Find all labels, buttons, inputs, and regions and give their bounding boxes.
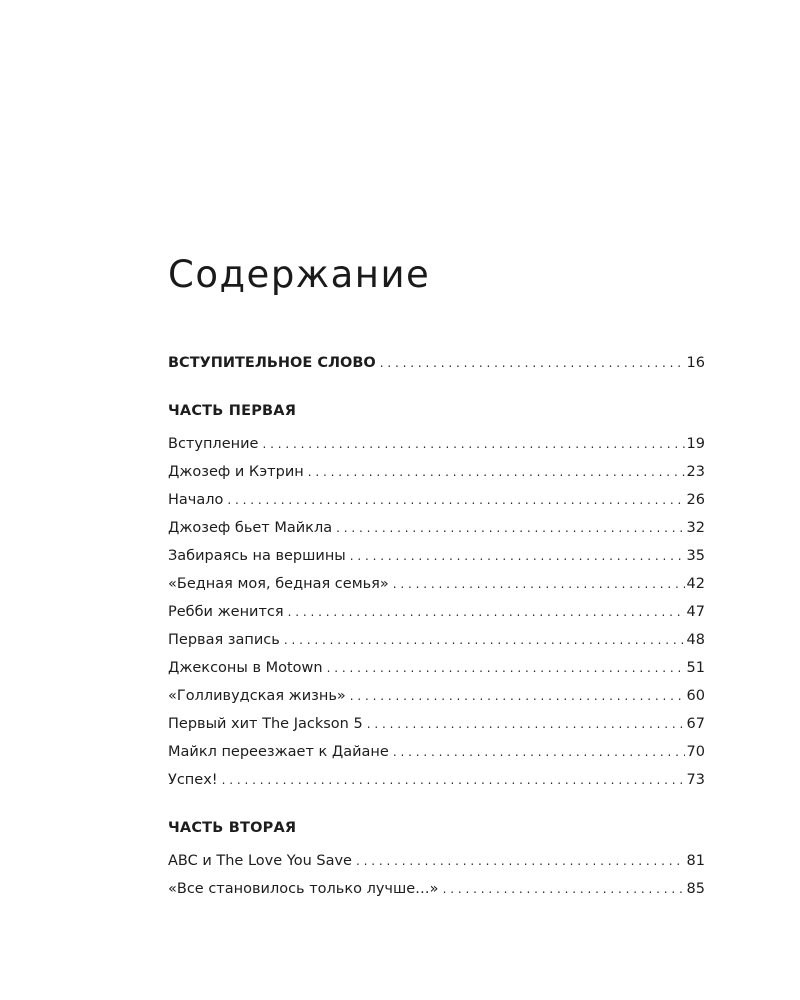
dot-leader <box>288 598 685 626</box>
toc-entry-page: 51 <box>686 660 705 676</box>
toc-entry-page: 19 <box>686 436 705 452</box>
dot-leader <box>222 766 685 794</box>
dot-leader <box>262 430 684 458</box>
dot-leader <box>356 847 685 875</box>
toc-entry-page: 85 <box>686 881 705 897</box>
toc-entry[interactable] <box>168 875 705 903</box>
toc-entry[interactable] <box>168 710 705 738</box>
toc-entry-page: 35 <box>686 548 705 564</box>
dot-leader <box>327 654 685 682</box>
toc-entry[interactable] <box>168 570 705 598</box>
dot-leader <box>336 514 684 542</box>
toc-entry-label: Первый хит The Jackson 5 <box>168 716 363 732</box>
toc-entry[interactable] <box>168 738 705 766</box>
toc-entry[interactable] <box>168 682 705 710</box>
toc-entry-label: ВСТУПИТЕЛЬНОЕ СЛОВО <box>168 355 376 371</box>
toc-entry[interactable] <box>168 542 705 570</box>
toc-entry[interactable] <box>168 654 705 682</box>
dot-leader <box>380 349 685 377</box>
toc-entry-page: 47 <box>686 604 705 620</box>
toc-entry-page: 81 <box>686 853 705 869</box>
toc-entry[interactable] <box>168 766 705 794</box>
toc-entry-label: ABC и The Love You Save <box>168 853 352 869</box>
table-of-contents <box>168 250 705 903</box>
toc-entry-label: Первая запись <box>168 632 280 648</box>
toc-entry[interactable] <box>168 486 705 514</box>
toc-entry-page: 73 <box>686 772 705 788</box>
toc-entry-page: 23 <box>686 464 705 480</box>
toc-entry-label: Начало <box>168 492 224 508</box>
toc-entry-label: Джозеф бьет Майкла <box>168 520 333 536</box>
toc-entry-page: 32 <box>686 520 705 536</box>
toc-entry-label: «Голливудская жизнь» <box>168 688 346 704</box>
page-title: Содержание <box>168 253 431 296</box>
dot-leader <box>393 570 685 598</box>
part-heading-1: ЧАСТЬ ПЕРВАЯ <box>168 403 297 419</box>
toc-entry-page: 67 <box>686 716 705 732</box>
toc-entry[interactable] <box>168 626 705 654</box>
toc-entry[interactable] <box>168 514 705 542</box>
toc-entry-page: 16 <box>686 355 705 371</box>
toc-entry-page: 70 <box>686 744 705 760</box>
toc-entry[interactable] <box>168 430 705 458</box>
toc-entry-page: 48 <box>686 632 705 648</box>
dot-leader <box>284 626 685 654</box>
toc-entry-label: Джозеф и Кэтрин <box>168 464 304 480</box>
toc-entry-label: Джексоны в Motown <box>168 660 323 676</box>
toc-entry-label: Вступление <box>168 436 259 452</box>
toc-entry-label: Успех! <box>168 772 218 788</box>
toc-list <box>168 349 705 903</box>
toc-entry[interactable] <box>168 598 705 626</box>
toc-entry-page: 42 <box>686 576 705 592</box>
toc-entry-page: 26 <box>686 492 705 508</box>
toc-entry-label: Майкл переезжает к Дайане <box>168 744 389 760</box>
dot-leader <box>350 682 685 710</box>
dot-leader <box>393 738 685 766</box>
toc-entry[interactable] <box>168 847 705 875</box>
dot-leader <box>350 542 685 570</box>
toc-entry-label: Ребби женится <box>168 604 284 620</box>
toc-entry-page: 60 <box>686 688 705 704</box>
dot-leader <box>308 458 685 486</box>
dot-leader <box>367 710 685 738</box>
toc-entry-label: «Бедная моя, бедная семья» <box>168 576 389 592</box>
toc-entry-label: «Все становилось только лучше…» <box>168 881 439 897</box>
toc-entry[interactable] <box>168 458 705 486</box>
toc-entry-intro[interactable] <box>168 349 705 377</box>
part-heading-2: ЧАСТЬ ВТОРАЯ <box>168 820 297 836</box>
dot-leader <box>227 486 684 514</box>
dot-leader <box>443 875 685 903</box>
toc-entry-label: Забираясь на вершины <box>168 548 346 564</box>
